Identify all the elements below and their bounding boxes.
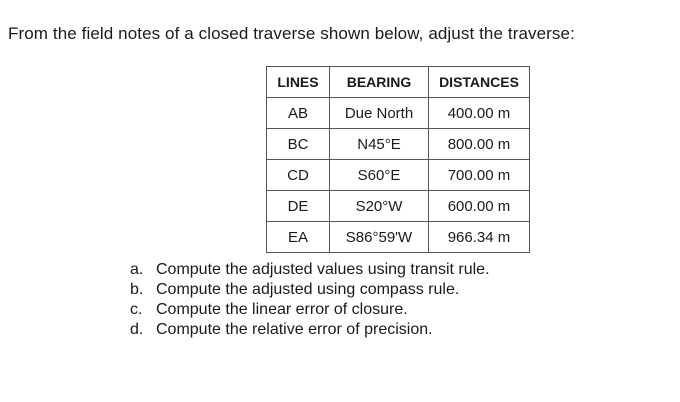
cell-distance: 800.00 m <box>429 129 530 160</box>
cell-bearing: S60°E <box>330 160 429 191</box>
task-text: Compute the relative error of precision. <box>156 321 433 338</box>
table-header-row <box>267 67 530 98</box>
list-item <box>130 260 490 280</box>
header-distances: DISTANCES <box>429 67 530 98</box>
task-list <box>130 260 490 340</box>
task-text: Compute the adjusted using compass rule. <box>156 281 460 298</box>
header-bearing: BEARING <box>330 67 429 98</box>
cell-bearing: S86°59'W <box>330 222 429 253</box>
task-marker: d. <box>130 321 144 338</box>
cell-distance: 600.00 m <box>429 191 530 222</box>
cell-distance: 700.00 m <box>429 160 530 191</box>
cell-bearing: N45°E <box>330 129 429 160</box>
table-row <box>267 191 530 222</box>
cell-line: BC <box>267 129 330 160</box>
table-row <box>267 160 530 191</box>
table-row <box>267 98 530 129</box>
list-item <box>130 320 490 340</box>
task-marker: a. <box>130 261 144 278</box>
task-text: Compute the linear error of closure. <box>156 301 408 318</box>
table-row <box>267 222 530 253</box>
header-lines: LINES <box>267 67 330 98</box>
task-marker: b. <box>130 281 144 298</box>
cell-line: AB <box>267 98 330 129</box>
cell-distance: 400.00 m <box>429 98 530 129</box>
cell-bearing: S20°W <box>330 191 429 222</box>
table-row <box>267 129 530 160</box>
cell-line: EA <box>267 222 330 253</box>
cell-line: CD <box>267 160 330 191</box>
intro-text: From the field notes of a closed traverse shown below, adjust the traverse: <box>8 24 575 43</box>
cell-distance: 966.34 m <box>429 222 530 253</box>
task-marker: c. <box>130 301 143 318</box>
cell-bearing: Due North <box>330 98 429 129</box>
cell-line: DE <box>267 191 330 222</box>
list-item <box>130 280 490 300</box>
list-item <box>130 300 490 320</box>
traverse-table <box>266 66 530 253</box>
task-text: Compute the adjusted values using transit rule. <box>156 261 490 278</box>
